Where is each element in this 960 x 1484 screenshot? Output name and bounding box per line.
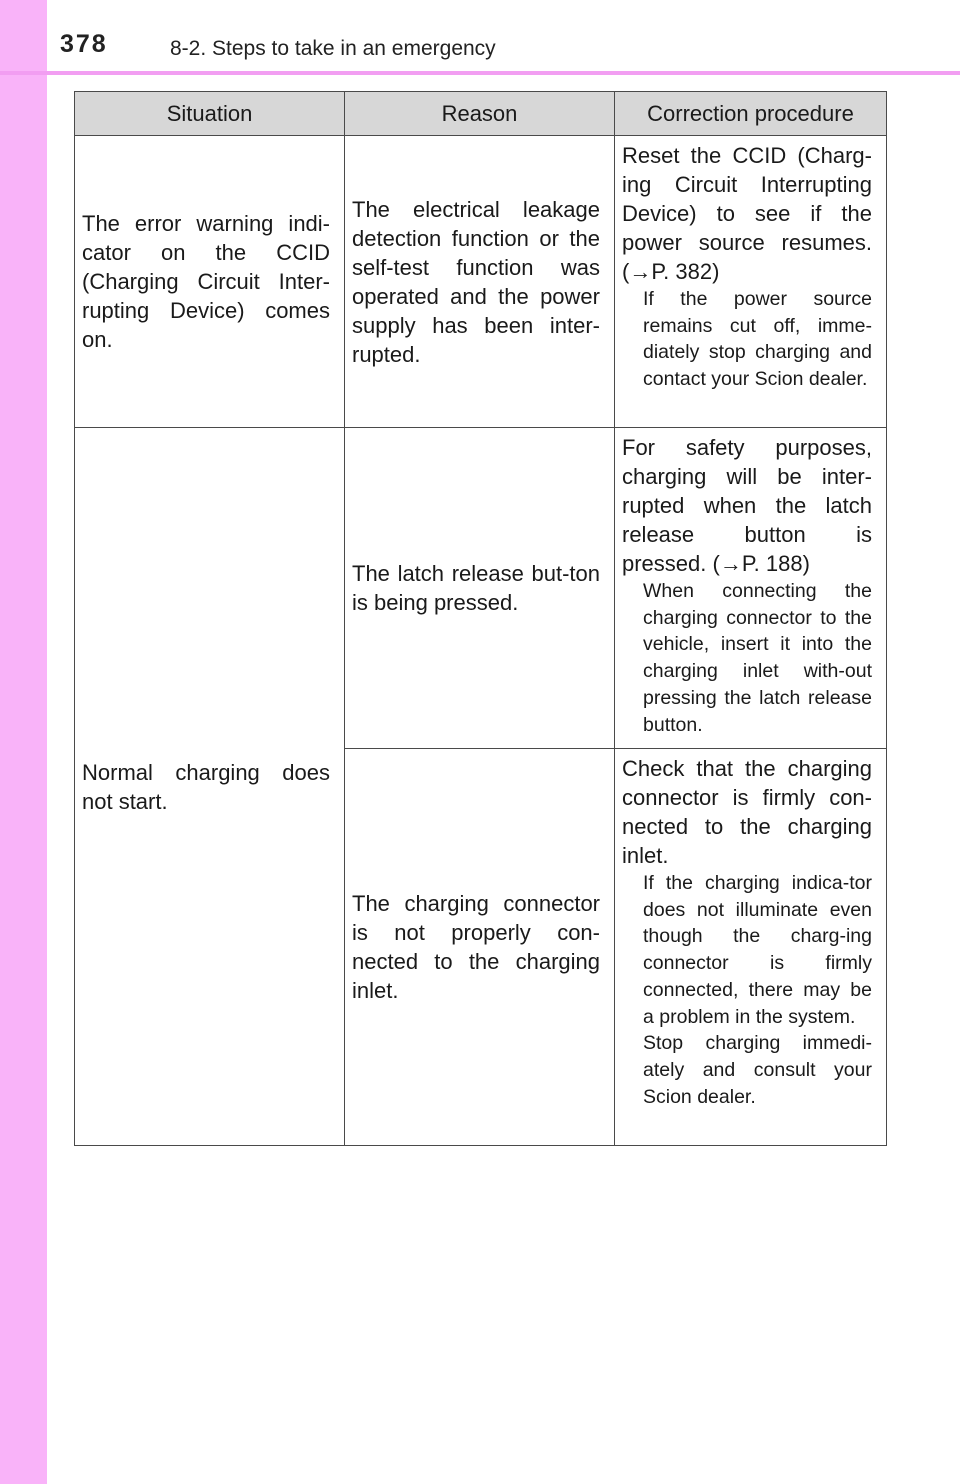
correction-text: Check that the charging connector is firmly con-nected to the charging inlet. [622,756,872,868]
situation-cell: Normal charging does not start. [75,428,345,1146]
correction-note: Stop charging immedi-ately and consult your Scion dealer. [643,1032,872,1108]
correction-cell [615,749,887,1146]
correction-note: If the power source remains cut off, imme-diately stop charging and contact your Scion dealer. [643,288,872,391]
troubleshooting-table [74,91,887,1146]
column-header-situation: Situation [75,92,345,136]
correction-cell [615,428,887,749]
situation-cell: The error warning indi-cator on the CCID (Charging Circuit Inter-rupting Device) comes on. [75,136,345,428]
table-row [75,136,887,428]
reason-cell: The latch release but-ton is being pressed. [345,428,615,749]
section-title: 8-2. Steps to take in an emergency [170,37,496,60]
correction-note: When connecting the charging connector to the vehicle, insert it into the charging inlet with-out pressing the latch release button. [643,580,872,736]
column-header-correction: Correction procedure [615,92,887,136]
correction-note: If the charging indica-tor does not illuminate even though the charg-ing connector is firmly connected, there may be a problem in the system. [643,872,872,1028]
correction-text: Reset the CCID (Charg-ing Circuit Interrupting Device) to see if the power source resumes. (→P. 382) [622,143,872,284]
table-header-row [75,92,887,136]
header-rule [0,71,960,75]
table-row [75,428,887,749]
reason-cell: The electrical leakage detection function or the self-test function was operated and the power supply has been inter-rupted. [345,136,615,428]
side-color-bar [0,0,47,1484]
column-header-reason: Reason [345,92,615,136]
page-header [0,0,960,78]
page-number: 378 [60,30,108,58]
correction-cell [615,136,887,428]
correction-text: For safety purposes, charging will be inter-rupted when the latch release button is pressed. (→P. 188) [622,435,872,576]
reason-cell: The charging connector is not properly con-nected to the charging inlet. [345,749,615,1146]
